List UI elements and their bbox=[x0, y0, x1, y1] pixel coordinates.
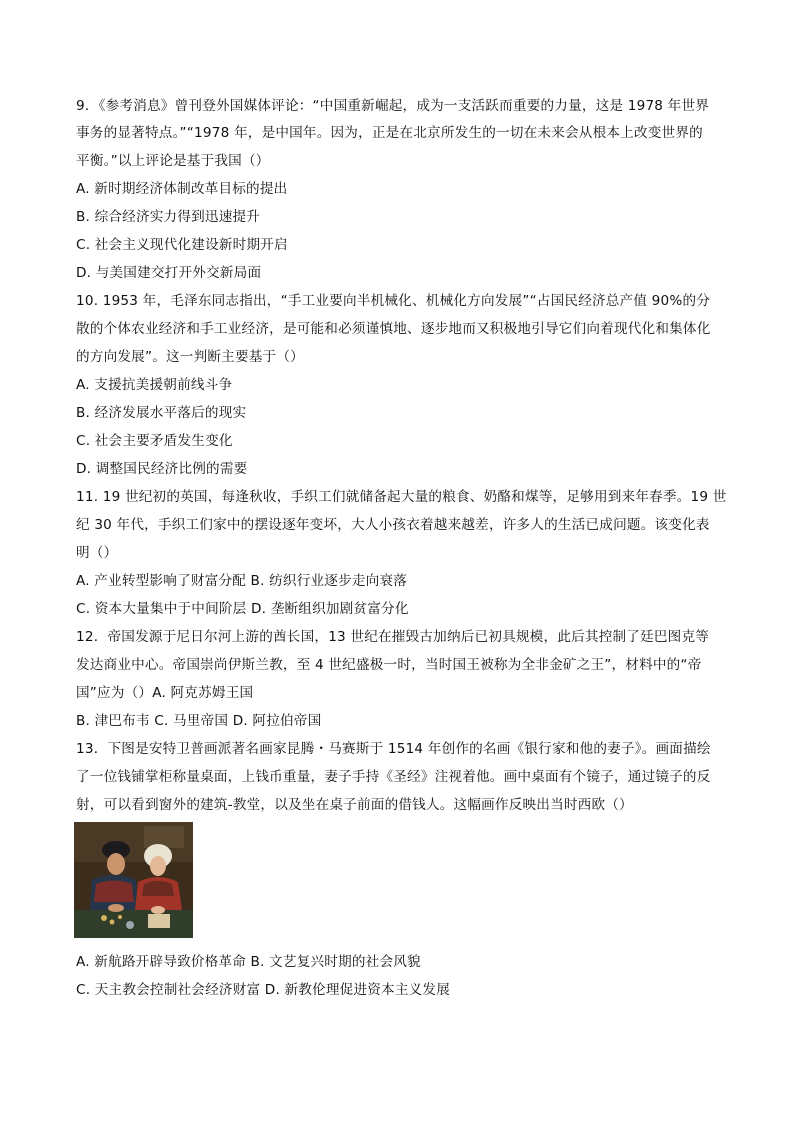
q10-option-d: D. 调整国民经济比例的需要 bbox=[76, 461, 248, 477]
q13-options-ab: A. 新航路开辟导致价格革命 B. 文艺复兴时期的社会风貌 bbox=[76, 954, 421, 970]
q9-option-d: D. 与美国建交打开外交新局面 bbox=[76, 265, 262, 281]
q10-stem-line-3: 的方向发展”。这一判断主要基于（） bbox=[76, 349, 304, 365]
q13-stem-line-1: 13．下图是安特卫普画派著名画家昆腾・马赛斯于 1514 年创作的名画《银行家和他的妻子》。画面描绘 bbox=[76, 741, 711, 757]
q13-options-cd: C. 天主教会控制社会经济财富 D. 新教伦理促进资本主义发展 bbox=[76, 982, 451, 998]
q12-stem-line-3: 国”应为（）A. 阿克苏姆王国 bbox=[76, 685, 254, 701]
q9-option-a: A. 新时期经济体制改革目标的提出 bbox=[76, 181, 288, 197]
q12-options-bcd: B. 津巴布韦 C. 马里帝国 D. 阿拉伯帝国 bbox=[76, 713, 322, 729]
q10-option-b: B. 经济发展水平落后的现实 bbox=[76, 405, 247, 421]
q11-stem-line-2: 纪 30 年代，手织工们家中的摆设逐年变坏，大人小孩衣着越来越差，许多人的生活已成问题。该变化表 bbox=[76, 517, 710, 533]
q10-stem-line-2: 散的个体农业经济和手工业经济，是可能和必须谨慎地、逐步地而又积极地引导它们向着现代化和集体化 bbox=[76, 321, 711, 337]
q11-options-cd: C. 资本大量集中于中间阶层 D. 垄断组织加剧贫富分化 bbox=[76, 601, 409, 617]
q13-stem-line-3: 射，可以看到窗外的建筑-教堂，以及坐在桌子前面的借钱人。这幅画作反映出当时西欧（） bbox=[76, 797, 633, 813]
q9-stem-line-2: 事务的显著特点。”“1978 年，是中国年。因为，正是在北京所发生的一切在未来会从根本上改变世界的 bbox=[76, 125, 703, 141]
q10-stem-line-1: 10. 1953 年，毛泽东同志指出，“手工业要向半机械化、机械化方向发展”“占国民经济总产值 90%的分 bbox=[76, 293, 711, 309]
q12-stem-line-1: 12．帝国发源于尼日尔河上游的酋长国，13 世纪在摧毁古加纳后已初具规模，此后其控制了廷巴图克等 bbox=[76, 629, 710, 645]
q10-option-a: A. 支援抗美援朝前线斗争 bbox=[76, 377, 233, 393]
q13-stem-line-2: 了一位钱铺掌柜称量桌面，上钱币重量，妻子手持《圣经》注视着他。画中桌面有个镜子，通过镜子的反 bbox=[76, 769, 711, 785]
q11-options-ab: A. 产业转型影响了财富分配 B. 纺织行业逐步走向衰落 bbox=[76, 573, 408, 589]
q11-stem-line-3: 明（） bbox=[76, 545, 118, 561]
q11-stem-line-1: 11. 19 世纪初的英国，每逢秋收，手织工们就储备起大量的粮食、奶酪和煤等，足够用到来年春季。19 世 bbox=[76, 489, 727, 505]
q9-option-b: B. 综合经济实力得到迅速提升 bbox=[76, 209, 261, 225]
q9-option-c: C. 社会主义现代化建设新时期开启 bbox=[76, 237, 288, 253]
painting-moneylender-and-wife-image bbox=[74, 822, 193, 938]
q9-stem-line-3: 平衡。”以上评论是基于我国（） bbox=[76, 153, 270, 169]
q9-stem-line-1: 9．《参考消息》曾刊登外国媒体评论：“中国重新崛起，成为一支活跃而重要的力量，这是 1978 年世界 bbox=[76, 98, 710, 114]
q10-option-c: C. 社会主要矛盾发生变化 bbox=[76, 433, 233, 449]
q12-stem-line-2: 发达商业中心。帝国崇尚伊斯兰教，至 4 世纪盛极一时，当时国王被称为全非金矿之王”，材料中的“帝 bbox=[76, 657, 702, 673]
